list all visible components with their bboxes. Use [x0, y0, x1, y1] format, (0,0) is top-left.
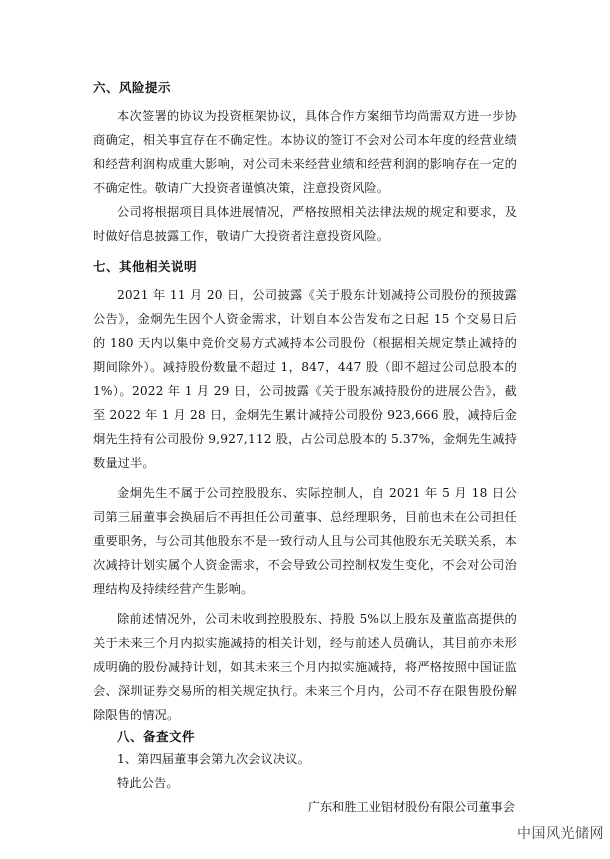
section-heading-filing: 八、备查文件 — [117, 729, 196, 744]
closing-text: 特此公告。 — [117, 776, 179, 790]
signature: 广东和胜工业铝材股份有限公司董事会 — [307, 800, 515, 814]
watermark: 中国风光储网 — [517, 826, 604, 842]
section-heading-risk: 六、风险提示 — [93, 80, 172, 95]
paragraph-other-1: 2021 年 11 月 20 日，公司披露《关于股东计划减持公司股份的预披露公告》，金炯先生因个人资金需求，计划自本公告发布之日起 15 个交易日后的 180 天内以集中竞价交易方式减持本公司股份（根据相关规定禁止减持的期间除外）。减持股份数量不超过 1，847，447 股（即不超过公司总股本的 1%）。2022 年 1 月 29 日，公司披露《关于股东减持股份的进展公告》，截至 2022 年 1 月 28 日，金炯先生累计减持公司股份 923,666 股，减持后金炯先生持有公司股份 9,927,112 股，占公司总股本的 5.37%，金炯先生减持数量过半。 — [93, 288, 517, 470]
section-heading-other: 七、其他相关说明 — [93, 259, 198, 274]
paragraph-other-2: 金炯先生不属于公司控股股东、实际控制人，自 2021 年 5 月 18 日公司第三届董事会换届后不再担任公司董事、总经理职务，目前也未在公司担任重要职务，与公司其他股东不是一致行动人且与公司其他股东无关联关系，本次减持计划实属个人资金需求，不会导致公司控制权发生变化，不会对公司治理结构及持续经营产生影响。 — [93, 486, 517, 596]
filing-item: 1、第四届董事会第九次会议决议。 — [117, 752, 310, 766]
paragraph-risk-2: 公司将根据项目具体进展情况，严格按照相关法律法规的规定和要求，及时做好信息披露工作，敬请广大投资者注意投资风险。 — [93, 205, 517, 243]
paragraph-other-3: 除前述情况外，公司未收到控股股东、持股 5%以上股东及董监高提供的关于未来三个月内拟实施减持的相关计划，经与前述人员确认，其目前亦未形成明确的股份减持计划，如其未来三个月内拟实施减持，将严格按照中国证监会、深圳证券交易所的相关规定执行。未来三个月内，公司不存在限售股份解除限售的情况。 — [93, 612, 517, 722]
spacer — [93, 248, 517, 257]
paragraph-risk-1: 本次签署的协议为投资框架协议，具体合作方案细节均尚需双方进一步协商确定，相关事宜存在不确定性。本协议的签订不会对公司本年度的经营业绩和经营利润构成重大影响，对公司未来经营业绩和经营利润的影响存在一定的不确定性。敬请广大投资者谨慎决策，注意投资风险。 — [93, 109, 517, 195]
